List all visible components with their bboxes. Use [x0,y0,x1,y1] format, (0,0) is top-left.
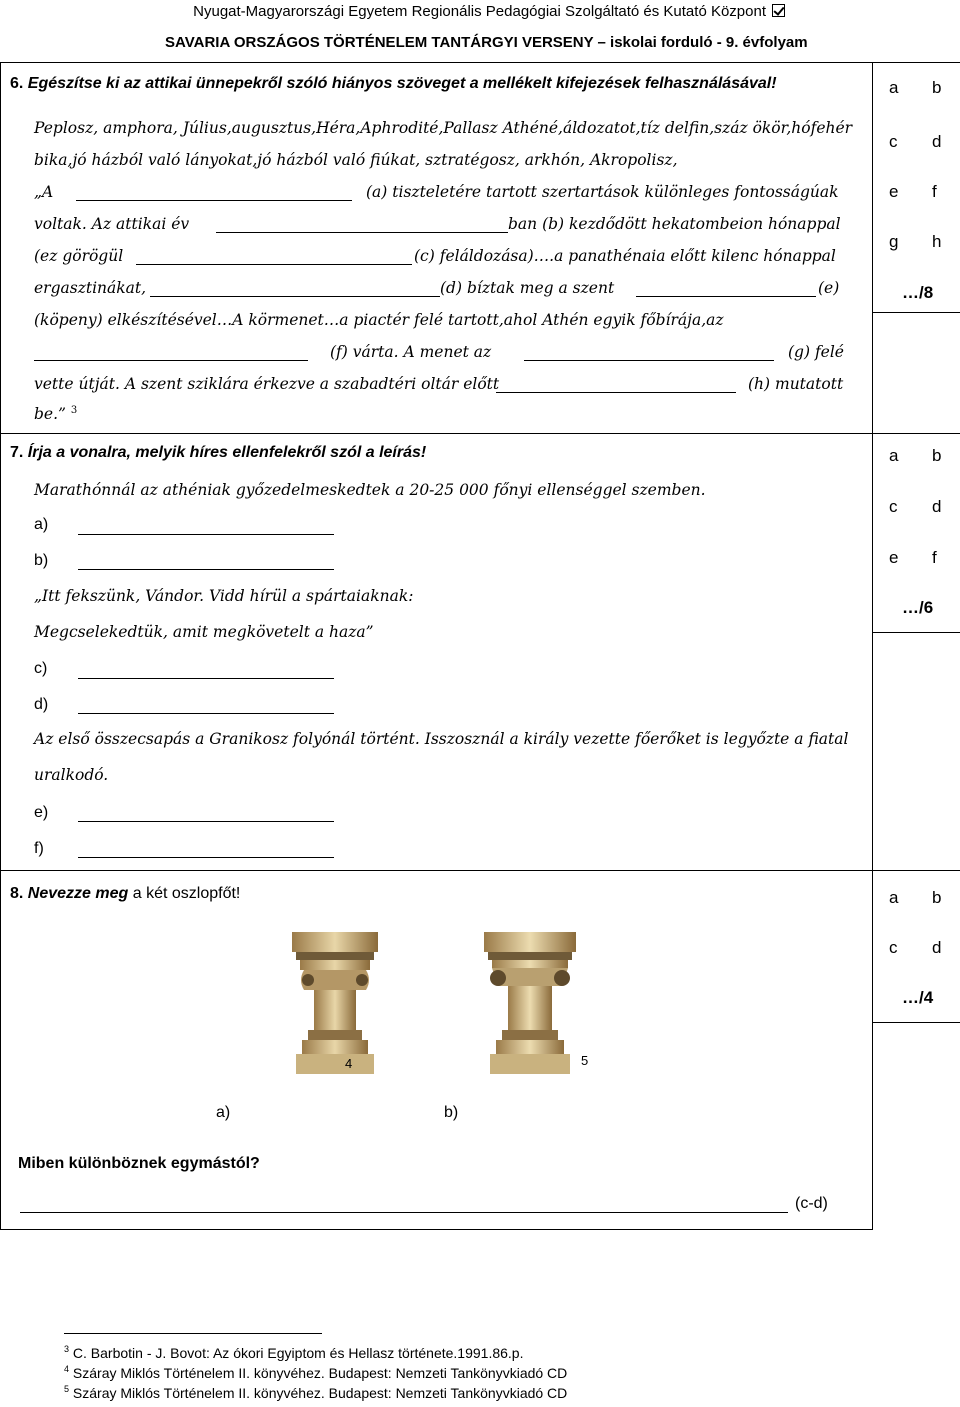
ionic-capital-image [482,928,578,1080]
task7-desc-1: Marathónnál az athéniak győzedelmeskedtek a 20-25 000 főnyi ellenséggel szemben. [34,481,706,499]
task6-line6-start: (f) várta. A menet az [330,343,492,361]
score-g-6[interactable]: g [889,232,899,251]
blank-f[interactable] [34,360,308,361]
task7-quote-2: Megcselekedtük, amit megkövetelt a haza” [34,623,374,641]
task7-label-f: f) [34,840,44,857]
figure-number-4: 4 [345,1056,353,1071]
left-border [0,62,1,1230]
footnote-4-text: Száray Miklós Történelem II. könyvéhez. Budapest: Nemzeti Tankönyvkiadó CD [72,1365,568,1381]
footnote-5-text: Száray Miklós Történelem II. könyvéhez. Budapest: Nemzeti Tankönyvkiadó CD [72,1385,568,1401]
score-c-8[interactable]: c [889,938,898,957]
task6-number: 6. [10,75,24,92]
task7-label-e: e) [34,804,49,821]
blank-a[interactable] [76,200,352,201]
score-a-7[interactable]: a [889,446,899,465]
task6-line4-end: (e) [818,279,840,297]
task7-desc-3b: uralkodó. [34,766,109,784]
task6-line7-start: vette útját. A szent sziklára érkezve a szabadtéri oltár előtt [34,375,500,393]
task6-closing: be.” [34,405,66,424]
task8-question-text: Miben különböznek egymástól? [18,1155,260,1172]
task6-line2-end: ban (b) kezdődött hekatombeion hónappal [508,215,841,233]
task7-label-a: a) [34,516,49,533]
task6-word-list-1: Peplosz, amphora, Július,augusztus,Héra,Aphrodité,Pallasz Athéné,áldozatot,tíz delfin,száz ökör,hófehér [34,119,853,137]
task8-bottom [0,1229,873,1230]
task8-label-cd: (c-d) [795,1195,828,1212]
task6-line4-mid: (d) bíztak meg a szent [440,279,615,297]
score-h-6[interactable]: h [932,232,942,251]
task6-line6-end: (g) felé [788,343,844,361]
task6-line5: (köpeny) elkészítésével…A körmenet…a piactér felé tartott,ahol Athén egyik főbírája,az [34,311,724,329]
footnote-3-text: C. Barbotin - J. Bovot: Az ókori Egyiptom és Hellasz története.1991.86.p. [72,1345,524,1361]
task6-line3-start: (ez görögül [34,247,124,265]
task7-label-b: b) [34,552,49,569]
task6-line8 [34,405,77,423]
task6-heading [10,75,777,93]
task8-instruction-emphasis: Nevezze meg [27,885,129,902]
score-a-8[interactable]: a [889,888,899,907]
task6-line3-end: (c) feláldozása)….a panathénaia előtt kilenc hónappal [414,247,836,265]
task6-divider [0,433,960,434]
footnote-4-number: 4 [64,1364,70,1374]
task7-total: …/6 [902,598,934,617]
task8-label-b: b) [444,1104,459,1121]
answer-line-e[interactable] [78,821,334,822]
score-column-divider [872,62,873,1230]
blank-d[interactable] [150,296,440,297]
blank-h[interactable] [496,392,736,393]
blank-b[interactable] [216,232,508,233]
task8-instruction-rest: a két oszlopfőt! [128,885,241,902]
footnote-ref-3: 3 [70,405,78,416]
footnote-separator [64,1333,322,1334]
answer-line-c[interactable] [78,678,334,679]
answer-line-a[interactable] [78,534,334,535]
task8-heading [10,885,240,903]
task6-line1-start: „A [34,183,54,201]
score-f-6[interactable]: f [932,182,937,201]
task6-line2-start: voltak. Az attikai év [34,215,190,233]
score-e-7[interactable]: e [889,548,899,567]
blank-g[interactable] [524,360,774,361]
answer-line-d[interactable] [78,713,334,714]
task7-divider [0,870,960,871]
answer-line-b[interactable] [78,569,334,570]
task7-heading [10,444,426,462]
checkbox-checked-icon [772,4,785,17]
answer-line-f[interactable] [78,857,334,858]
score-b-8[interactable]: b [932,888,942,907]
task7-quote-1: „Itt fekszünk, Vándor. Vidd hírül a spártaiaknak: [34,587,414,605]
task7-number: 7. [10,444,24,461]
task6-line1-end: (a) tiszteletére tartott szertartások különleges fontosságúak [366,183,839,201]
blank-e[interactable] [636,296,816,297]
score-c-7[interactable]: c [889,497,898,516]
task6-word-list-2: bika,jó házból való lányokat,jó házból való fiúkat, sztratégosz, arkhón, Akropolisz, [34,151,678,169]
footnote-5 [64,1384,567,1401]
task6-line4-start: ergasztinákat, [34,279,147,297]
score-e-6[interactable]: e [889,182,899,201]
task8-number: 8. [10,885,24,902]
task7-instruction: Írja a vonalra, melyik híres ellenfelekről szól a leírás! [27,444,427,461]
blank-c[interactable] [136,264,412,265]
header-divider [0,62,960,63]
institution-name: Nyugat-Magyarországi Egyetem Regionális Pedagógiai Szolgáltató és Kutató Központ [193,3,766,20]
task6-instruction: Egészítse ki az attikai ünnepekről szóló hiányos szöveget a mellékelt kifejezések felhasználásával! [27,75,777,92]
task7-score-box-bottom [873,632,960,633]
figure-number-5: 5 [581,1053,589,1068]
score-d-6[interactable]: d [932,132,942,151]
task8-score-box-bottom [873,1022,960,1023]
task8-total: …/4 [902,988,934,1007]
score-b-6[interactable]: b [932,78,942,97]
task7-desc-3a: Az első összecsapás a Granikosz folyónál történt. Isszosznál a király vezette főerőket is legyőzte a fiatal [34,730,849,748]
score-c-6[interactable]: c [889,132,898,151]
task7-label-c: c) [34,660,48,677]
footnote-5-number: 5 [64,1384,70,1394]
task6-total: …/8 [902,283,934,302]
task6-line7-end: (h) mutatott [748,375,844,393]
task8-question [18,1155,260,1173]
task8-label-a: a) [216,1104,231,1121]
score-a-b-6[interactable]: a [889,78,899,97]
corinthian-capital-image [290,928,380,1080]
score-f-7[interactable]: f [932,548,937,567]
task6-score-box-bottom [873,312,960,313]
footnote-3 [64,1344,523,1361]
answer-line-cd[interactable] [20,1212,788,1213]
task7-label-d: d) [34,696,49,713]
score-d-8[interactable]: d [932,938,942,957]
competition-title: SAVARIA ORSZÁGOS TÖRTÉNELEM TANTÁRGYI VERSENY – iskolai forduló - 9. évfolyam [165,34,808,51]
footnote-3-number: 3 [64,1344,70,1354]
footnote-4 [64,1364,567,1381]
score-b-7[interactable]: b [932,446,942,465]
score-d-7[interactable]: d [932,497,942,516]
